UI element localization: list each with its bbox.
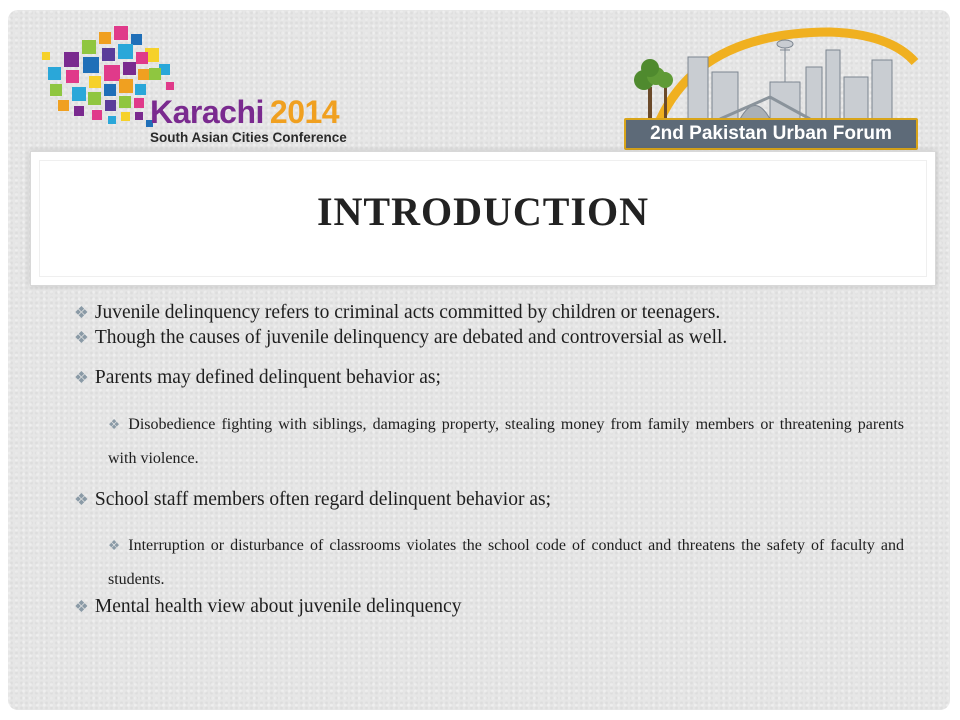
bullet-item: ❖ Juvenile delinquency refers to criminal acts committed by children or teenagers. xyxy=(74,302,721,323)
bullet-item: ❖ Mental health view about juvenile delinquency xyxy=(74,596,462,617)
sub-bullet-item: ❖ Disobedience fighting with siblings, damaging property, stealing money from family members or threatening parents with violence. xyxy=(108,416,905,467)
diamond-bullet-icon: ❖ xyxy=(74,328,89,347)
bullet-item: ❖ Though the causes of juvenile delinquency are debated and controversial as well. xyxy=(74,327,728,348)
sub-bullet-item: ❖ Interruption or disturbance of classrooms violates the school code of conduct and threatens the safety of faculty and students. xyxy=(108,537,905,588)
diamond-bullet-icon: ❖ xyxy=(108,538,123,553)
page-title: INTRODUCTION xyxy=(316,189,650,234)
bullet-item: ❖ Parents may defined delinquent behavior as; xyxy=(74,367,441,388)
diamond-bullet-icon: ❖ xyxy=(74,490,89,509)
diamond-bullet-icon: ❖ xyxy=(108,417,123,432)
title-box xyxy=(30,151,936,286)
karachi-logo-subtitle: South Asian Cities Conference xyxy=(150,130,347,145)
karachi-logo-title: Karachi 2014 xyxy=(150,94,340,130)
bullet-item: ❖ School staff members often regard delinquent behavior as; xyxy=(74,489,551,510)
slide xyxy=(8,10,950,710)
urban-forum-banner: 2nd Pakistan Urban Forum xyxy=(624,118,918,150)
diamond-bullet-icon: ❖ xyxy=(74,368,89,387)
diamond-bullet-icon: ❖ xyxy=(74,303,89,322)
diamond-bullet-icon: ❖ xyxy=(74,597,89,616)
